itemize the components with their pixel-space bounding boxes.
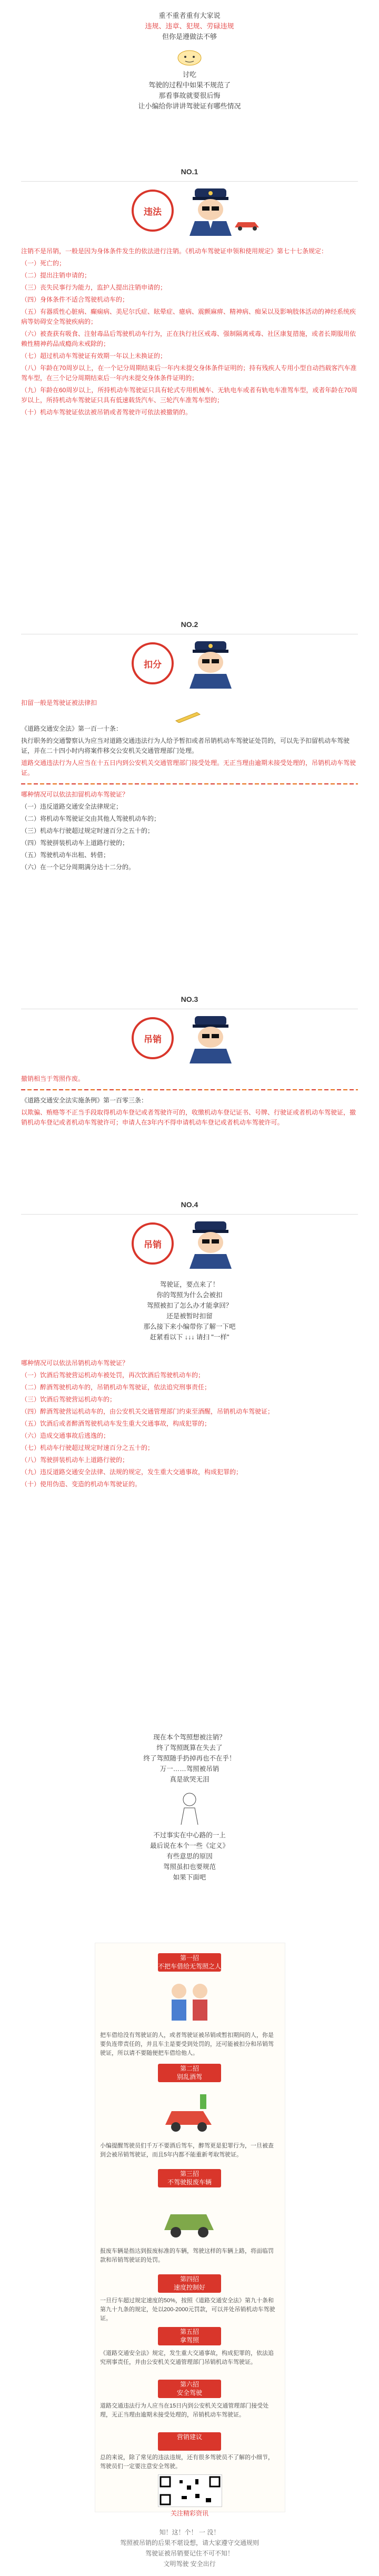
footer [0,2527,379,2569]
para: （四）身体条件不适合驾驶机动车的； [21,296,129,303]
para: （三）饮酒后驾驶营运机动车的； [21,1396,116,1403]
stamp-icon: 吊销 [132,1017,174,1059]
two-people-icon [158,1975,221,2028]
qr-subtitle: 知！这！个！ 一 没！ [159,2529,220,2536]
tip-5-tag: 第五招 拿驾照 [158,2327,221,2345]
para: （五）饮酒后或者醉酒驾驶机动车发生重大交通事故，构成犯罪的； [21,1420,211,1427]
para: （一）违反道路交通安全法律规定； [21,803,123,810]
stamp-icon: 扣分 [132,642,174,684]
dialog-line: 那么接下来小编带你了解一下吧 [143,1323,236,1330]
para: （四）驾驶拼装机动车上道路行驶的； [21,839,129,847]
section-4-body [21,1358,358,1491]
poem-line: 最后说在本个一些《定义》 [149,1842,229,1849]
qr-code-icon [158,2475,222,2507]
para: （六）造成交通事故后逃逸的； [21,1432,110,1439]
section-3-badge [0,1013,379,1066]
poem-line: 现在本个驾照想被注销？ [153,1734,226,1741]
sketch-illustration [168,1789,211,1826]
dialog-line: 驾照被扣了怎么办才能拿回？ [146,1302,233,1309]
para: 道路交通违法行为人应当在十五日内到公安机关交通管理部门接受处理。无正当理由逾期未接受处理的，吊销机动车驾驶证。 [21,759,356,777]
para: （十）使用伪造、变造的机动车驾驶证的。 [21,1480,142,1488]
section-3-body [21,1074,358,1130]
para: 哪种情况可以依法扣留机动车驾驶证？ [21,791,129,798]
tip-7-text: 总的来说，除了常见的违法违规，还有很多驾驶员不了解的小细节，驾驶员们一定要注意安全驾驶。 [100,2454,274,2470]
poem-line: 终了驾照既算在失去了 [156,1744,223,1752]
intro-line7: 让小编给你讲讲驾驶证有哪些情况 [138,102,241,110]
section-2-body [21,698,358,874]
tip-7-tag: 营销建议 [158,2432,221,2451]
para: 以欺骗、贿赂等不正当手段取得机动车登记或者驾驶许可的，收缴机动车登记证书、号牌、行驶证或者机动车驾驶证，撤销机动车登记或者机动车驾驶许可；申请人在3年内不得申请机动车登记或者机动车驾驶许可。 [21,1109,356,1126]
para: （二）将机动车驾驶证交由其他人驾驶机动车的； [21,815,161,822]
dotted-divider [21,1089,358,1090]
dialog-line: 赶紧看以下 ↓↓↓ 请扫 "一样" [149,1334,230,1341]
poem-line: 驾照虽扣也要规范 [163,1863,216,1871]
para: （五）驾驶机动车出租、转借； [21,851,110,859]
para: （八）年龄在70周岁以上，在一个记分周期结束后一年内未提交身体条件证明的；持有残疾人专用小型自动挡载客汽车准驾车型，在三个记分周期结束后一年内未提交身体条件证明的； [21,364,357,382]
para: 《道路交通安全法》第一百一十条： [21,725,123,732]
scrap-car-icon [158,2191,221,2244]
qr-code[interactable] [158,2474,222,2507]
tip-3-text: 报废车辆是指达到报废标准的车辆，驾驶这样的车辆上路，将面临罚款和吊销驾驶证的处罚。 [100,2248,274,2263]
dotted-divider [21,783,358,784]
footer-line: 驾驶证被吊销要记住不可不知！ [145,2550,234,2557]
section-1-badge [0,185,379,238]
para: （二）醉酒驾驶机动车的，吊销机动车驾驶证，依法追究刑事责任； [21,1384,211,1391]
para: （三）丧失民事行为能力，监护人提出注销申请的； [21,284,167,291]
tip-4-tag: 第四招 速度控制好 [158,2274,221,2293]
intro-line3: 但你是遵做法不够 [162,33,217,41]
poem-line: 终了驾照随手扔掉再也不在乎！ [143,1755,236,1762]
pencil-icon [21,710,358,724]
tip-6-text: 道路交通违法行为人应当在15日内到公安机关交通管理部门接受处理，无正当理由逾期未接受处理的，吊销机动车驾驶证。 [100,2403,269,2418]
para: （十）机动车驾驶证依法被吊销或者驾驶许可依法被撤销的。 [21,409,192,416]
poem-line: 有些意思的原因 [166,1853,213,1860]
tip-2-tag: 第二招 别乱酒驾 [158,2064,221,2082]
poem-block [0,1732,379,1883]
police-officer-icon [179,1015,242,1063]
footer-line: 驾照被吊销的后果不堪设想，请大家遵守交通规则 [119,2539,259,2547]
poem-line: 真是欲哭无泪 [169,1776,210,1783]
tip-1-text: 把车借给没有驾驶证的人，或者驾驶证被吊销或暂扣期间的人，你是要负连带责任的，并且车主是要受到处罚的，还可能被扣分和吊销驾驶证，所以请不要随便把车借给他人。 [100,2032,274,2056]
intro-grade-illustration [174,45,205,66]
para: （七）机动车行驶超过规定时速百分之五十的； [21,1444,154,1451]
intro-line1: 重不重者重有大家说 [158,12,221,19]
para: （九）违反道路交通安全法律、法规的规定，发生重大交通事故，构成犯罪的； [21,1468,243,1476]
para: （五）有器质性心脏病、癫痫病、美尼尔氏症、眩晕症、癔病、震颤麻痹、精神病、痴呆以及影响肢体活动的神经系统疾病等妨碍安全驾驶疾病的； [21,308,356,325]
para: 《道路交通安全法实施条例》第一百零三条： [21,1097,148,1104]
poem-line: 如果下面吧 [173,1874,206,1881]
tip-5-text: 《道路交通安全法》规定，发生重大交通事故，构成犯罪的，依法追究刑事责任，并由公安机关交通管理部门吊销机动车驾驶证。 [100,2350,274,2365]
section-1-number: NO.1 [181,167,198,176]
dialog-line: 驾驶证，要点来了！ [159,1281,220,1288]
para: 执行职务的交通警察认为应当对道路交通违法行为人给予暂扣或者吊销机动车驾驶证处罚的，可以先予扣留机动车驾驶证，并在二十四小时内将案件移交公安机关交通管理部门处理。 [21,737,350,754]
divider [21,181,358,182]
intro-block [0,11,379,112]
section-4-badge [0,1218,379,1271]
para: （三）机动车行驶超过规定时速百分之五十的； [21,827,154,834]
dialog-block [0,1279,379,1342]
footer-line: 文明驾驶 安全出行 [163,2560,216,2568]
poem-line: 不过事实在中心路的一上 [153,1832,226,1839]
police-officer-icon [179,640,242,689]
para: （九）年龄在60周岁以上，所持机动车驾驶证只具有轮式专用机械车、无轨电车或者有轨电车准驾车型，或者年龄在70周岁以上，所持机动车驾驶证只具有低速载货汽车、三轮汽车准驾车型的； [21,386,357,404]
stamp-icon: 违法 [132,190,174,232]
section-lead: 撤销相当于驾照作废。 [21,1075,85,1082]
car-icon [232,216,263,232]
para: （八）驾驶拼装机动车上道路行驶的； [21,1456,129,1464]
dialog-line: 你的驾照为什么会被扣 [156,1291,223,1299]
section-lead: 哪种情况可以依法吊销机动车驾驶证？ [21,1359,129,1367]
police-officer-icon [179,1220,242,1269]
section-1-body [21,246,358,420]
poem-line: 万一……驾照被吊销 [159,1765,220,1773]
stamp-icon: 吊销 [132,1222,174,1265]
tip-4-text: 一旦行车超过规定速度的50%，按照《道路交通安全法》第九十条和第九十九条的规定，处以200-2000元罚款，可以并处吊销机动车驾驶证。 [100,2297,275,2322]
face-icon [174,45,205,66]
tip-2-text: 小编提醒驾驶员们千万不要酒后驾车，醉驾更是犯罪行为，一旦被查到会被吊销驾驶证，而且5年内都不能重新考取驾驶证。 [100,2143,274,2158]
section-4-number: NO.4 [181,1200,198,1209]
intro-line6: 那看事故就要很后悔 [158,92,221,100]
tip-6-tag: 第六招 安全驾驶 [158,2380,221,2398]
divider [21,1214,358,1215]
qr-caption-block [0,2508,379,2519]
para: （一）死亡的； [21,260,66,267]
qr-caption: 关注精彩资讯 [170,2510,208,2517]
para: （四）醉酒驾驶营运机动车的，由公安机关交通管理部门约束至酒醒，吊销机动车驾驶证； [21,1408,274,1415]
para: （七）超过机动车驾驶证有效期一年以上未换证的； [21,352,167,360]
tip-3-tag: 第三招 不驾驶报废车辆 [158,2169,221,2187]
para: （一）饮酒后驾驶营运机动车被处罚，再次饮酒后驾驶机动车的； [21,1371,205,1379]
dialog-line: 还是被暂时扣留 [166,1312,213,1320]
para: 注销不是吊销，一般是因为身体条件发生的依法进行注销。《机动车驾驶证申领和使用规定》第七十七条规定： [21,247,328,255]
section-2-number: NO.2 [181,620,198,629]
para: （六）被查获有吸食、注射毒品后驾驶机动车行为，正在执行社区戒毒、强制隔离戒毒、社区康复措施，或者长期服用依赖性精神药品成瘾尚未戒除的； [21,330,356,347]
para: （六）在一个记分周期满分达十二分的。 [21,863,135,871]
crashed-car-icon [158,2086,221,2139]
section-3-number: NO.3 [181,995,198,1003]
intro-line5: 驾驶的过程中如果不规范了 [148,81,231,89]
tip-1-tag: 第一招 不把车借给无驾照之人 [158,1953,221,1972]
section-lead: 扣留一般是驾驶证被法律扣 [21,699,97,707]
intro-grade: 讨吃 [182,71,196,78]
para: （二）提出注销申请的； [21,272,91,279]
section-2-badge [0,638,379,691]
intro-line2: 违规、违章、犯规、劳碌违规 [145,22,234,30]
